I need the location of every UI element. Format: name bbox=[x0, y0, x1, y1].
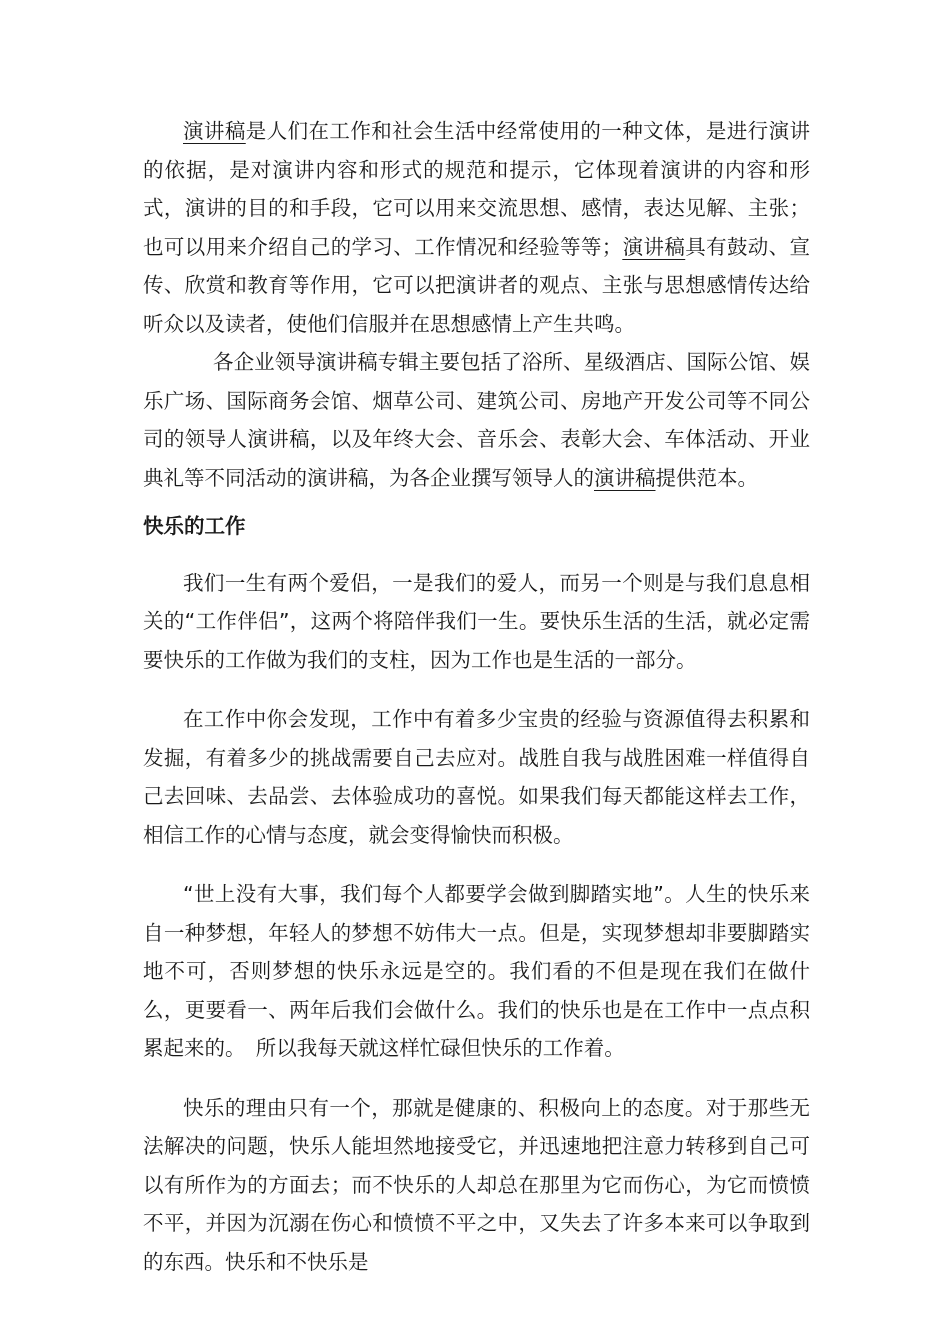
intro-paragraph-2-text-b: 提供范本。 bbox=[655, 465, 758, 490]
spacer bbox=[143, 546, 810, 564]
spacer bbox=[143, 679, 810, 700]
spacer bbox=[143, 854, 810, 875]
speech-draft-link-1[interactable]: 演讲稿 bbox=[183, 119, 246, 143]
intro-paragraph-1-text-a: 是人们在工作和社会生活中经常使用的一种文体，是进行演讲的依据，是对演讲内容和形式的规范和提示，它体现着演讲的内容和形式，演讲的目的和手段，它可以用来交流思想、感情，表达见解、主张；也可以用来介绍自己的学习、工作情况和经验等等； bbox=[143, 119, 811, 259]
article-paragraph-3: “世上没有大事，我们每个人都要学会做到脚踏实地”。人生的快乐来自一种梦想，年轻人的梦想不妨伟大一点。但是，实现梦想却非要脚踏实地不可，否则梦想的快乐永远是空的。我们看的不但是现在我们在做什么，更要看一、两年后我们会做什么。我们的快乐也是在工作中一点点积累起来的。 所以我每天就这样忙碌但快乐的工作着。 bbox=[143, 882, 810, 1060]
article-paragraph-2: 在工作中你会发现，工作中有着多少宝贵的经验与资源值得去积累和发掘，有着多少的挑战需要自己去应对。战胜自我与战胜困难一样值得自己去回味、去品尝、去体验成功的喜悦。如果我们每天都能这样去工作，相信工作的心情与态度，就会变得愉快而积极。 bbox=[143, 707, 810, 847]
article-title: 快乐的工作 bbox=[143, 514, 246, 538]
intro-paragraph-1 bbox=[143, 112, 810, 343]
spacer bbox=[143, 1068, 810, 1089]
intro-paragraph-2-text-a: 各企业领导演讲稿专辑主要包括了浴所、星级酒店、国际公馆、娱乐广场、国际商务会馆、烟草公司、建筑公司、房地产开发公司等不同公司的领导人演讲稿，以及年终大会、音乐会、表彰大会、车体活动、开业典礼等不同活动的演讲稿，为各企业撰写领导人的 bbox=[143, 350, 810, 490]
article-paragraph-1: 我们一生有两个爱侣，一是我们的爱人，而另一个则是与我们息息相关的“工作伴侣”，这两个将陪伴我们一生。要快乐生活的生活，就必定需要快乐的工作做为我们的支柱，因为工作也是生活的一部分。 bbox=[143, 570, 810, 672]
article-paragraph-4: 快乐的理由只有一个，那就是健康的、积极向上的态度。对于那些无法解决的问题，快乐人能坦然地接受它，并迅速地把注意力转移到自己可以有所作为的方面去；而不快乐的人却总在那里为它而伤心，为它而愤愤不平，并因为沉溺在伤心和愤愤不平之中，又失去了许多本来可以争取到的东西。快乐和不快乐是 bbox=[143, 1095, 810, 1274]
intro-paragraph-2 bbox=[143, 343, 810, 497]
document-page bbox=[143, 112, 810, 1281]
spacer bbox=[143, 497, 810, 507]
speech-draft-link-2[interactable]: 演讲稿 bbox=[622, 234, 686, 259]
speech-draft-link-3[interactable]: 演讲稿 bbox=[594, 465, 656, 490]
intro-paragraph-1-text-b: 具有鼓动、宣传、欣赏和教育等作用，它可以把演讲者的观点、主张与思想感情传达给听众以及读者，使他们信服并在思想感情上产生共鸣。 bbox=[143, 234, 811, 336]
